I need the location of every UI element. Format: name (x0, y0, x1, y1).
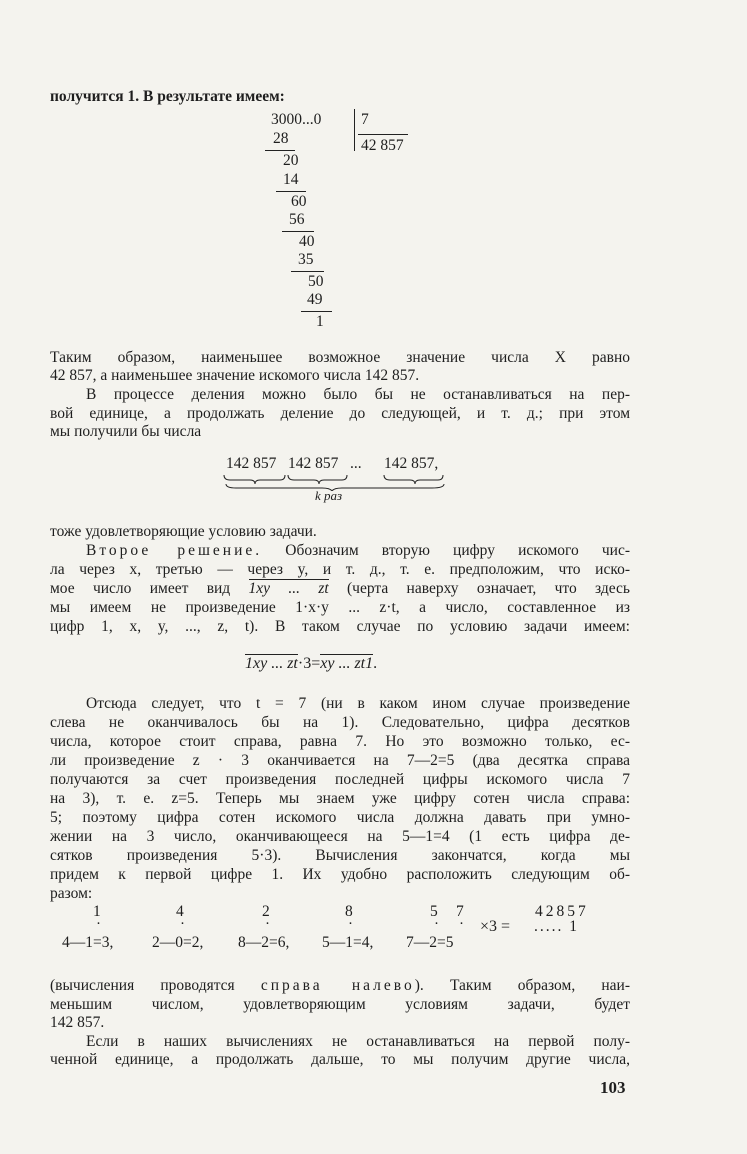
equation (245, 655, 377, 673)
text-line: на 3), т. е. z=5. Теперь мы знаем уже цифру сотен числа справа: (50, 790, 630, 807)
division-step: 50 (308, 273, 324, 290)
division-step: 1 (316, 313, 324, 330)
line-intro: получится 1. В результате имеем: (50, 88, 285, 105)
dot-icon: · (434, 916, 439, 932)
text-fragment: ). Таким образом, наи- (414, 977, 631, 994)
brace-label: k раз (315, 488, 343, 503)
emphasis: справа налево (260, 977, 415, 994)
division-step: 56 (289, 211, 305, 228)
equation-left: 1xy ... zt (245, 655, 298, 672)
division-step: 20 (283, 152, 299, 169)
dot-icon: · (265, 916, 270, 932)
division-divisor: 7 (361, 111, 369, 128)
text-line: 5; поэтому цифра сотен искомого числа должна давать при умно- (50, 809, 630, 826)
text-line: разом: (50, 885, 93, 902)
scheme-digit: 5 (430, 903, 438, 920)
scheme-multiply: ×3 = (480, 918, 511, 935)
text-line: ли произведение z · 3 оканчивается на 7—2=5 (два десятка справа (50, 752, 630, 769)
text-line: В процессе деления можно было бы не останавливаться на пер- (86, 386, 630, 403)
scheme-digit: 1 (93, 903, 101, 920)
text-line: 42 857, а наименьшее значение искомого числа 142 857. (50, 367, 420, 384)
text-line: слева не оканчивалось бы на 1). Следовательно, цифра десятков (50, 714, 630, 731)
repeat-group: ... (350, 455, 362, 472)
scheme-digit: 7 (456, 903, 464, 920)
page-number: 103 (600, 1078, 626, 1097)
equation-middle: ·3= (297, 655, 321, 672)
division-bar (354, 109, 355, 151)
section-heading: Второе решение. (86, 542, 263, 559)
dot-icon: · (459, 916, 464, 932)
overlined-number: 1xy ... zt (248, 580, 329, 597)
text-line: цифр 1, x, y, ..., z, t). В таком случае по условию задачи имеем: (50, 618, 630, 635)
division-step: 40 (299, 233, 315, 250)
text-line (50, 976, 630, 996)
text-line: Если в наших вычислениях не останавливаться на первой полу- (86, 1033, 630, 1050)
division-step: 28 (273, 130, 289, 147)
equation-right: xy ... zt1 (320, 655, 374, 672)
text-line (86, 541, 630, 561)
text-fragment: (черта наверху означает, что здесь (328, 580, 630, 597)
text-line: мы получили бы числа (50, 423, 202, 440)
scheme-digit: 8 (345, 903, 353, 920)
text-line: получаются за счет произведения последней цифры искомого числа 7 (50, 771, 630, 788)
division-step: 49 (307, 291, 323, 308)
scheme-digit: 2 (262, 903, 270, 920)
repeat-group: 142 857 (288, 455, 339, 472)
division-rule (301, 311, 332, 312)
scheme-op: 5—1=4, (322, 934, 374, 951)
text-line (50, 579, 630, 599)
scheme-op: 7—2=5 (406, 934, 454, 951)
division-step: 35 (298, 251, 314, 268)
division-quotient: 42 857 (361, 137, 404, 154)
division-rule (276, 191, 306, 192)
text-fragment: (вычисления проводятся (50, 977, 261, 994)
text-line: придем к первой цифре 1. Их удобно расположить следующим об- (50, 866, 630, 883)
division-rule (291, 271, 324, 272)
scheme-result: ..... 1 (534, 918, 579, 935)
division-dividend: 3000...0 (271, 111, 322, 128)
text-fragment: мое число имеет вид (50, 580, 249, 597)
scheme-op: 4—1=3, (62, 934, 114, 951)
dot-icon: · (348, 916, 353, 932)
text-line: ченной единице, а продолжать дальше, то мы получим другие числа, (50, 1051, 630, 1068)
scheme-digit: 4 (176, 903, 184, 920)
text-line: сятков произведения 5·3). Вычисления закончатся, когда мы (50, 847, 630, 864)
text-line: 142 857. (50, 1014, 105, 1031)
text-line: мы имеем не произведение 1·x·y ... z·t, а число, составленное из (50, 599, 630, 616)
text-line: Отсюда следует, что t = 7 (ни в каком ином случае произведение (86, 695, 630, 712)
scheme-product: 42857 (535, 903, 589, 920)
text-line: Таким образом, наименьшее возможное значение числа X равно (50, 349, 630, 366)
division-step: 60 (291, 193, 307, 210)
repeat-group: 142 857, (384, 455, 439, 472)
scheme-op: 2—0=2, (152, 934, 204, 951)
division-rule (265, 150, 295, 151)
quotient-line (358, 134, 408, 135)
text-line: ла через x, третью — через y, и т. д., т. е. предположим, что иско- (50, 561, 630, 578)
division-step: 14 (283, 171, 299, 188)
dot-icon: · (96, 916, 101, 932)
text-line: вой единице, а продолжать деление до следующей, и т. д.; при этом (50, 405, 630, 422)
division-rule (282, 231, 314, 232)
text-line: числа, которое стоит справа, равна 7. Но это возможно только, ес- (50, 733, 630, 750)
equation-end: . (373, 655, 378, 672)
scheme-op: 8—2=6, (238, 934, 290, 951)
text-fragment: Обозначим вторую цифру искомого чис- (262, 542, 630, 559)
text-line: жении на 3 число, оканчивающееся на 5—1=4 (1 есть цифра де- (50, 828, 630, 845)
text-line: меньшим числом, удовлетворяющим условиям задачи, будет (50, 996, 630, 1013)
text-line: тоже удовлетворяющие условию задачи. (50, 523, 317, 540)
dot-icon: · (180, 916, 185, 932)
repeat-group: 142 857 (226, 455, 277, 472)
